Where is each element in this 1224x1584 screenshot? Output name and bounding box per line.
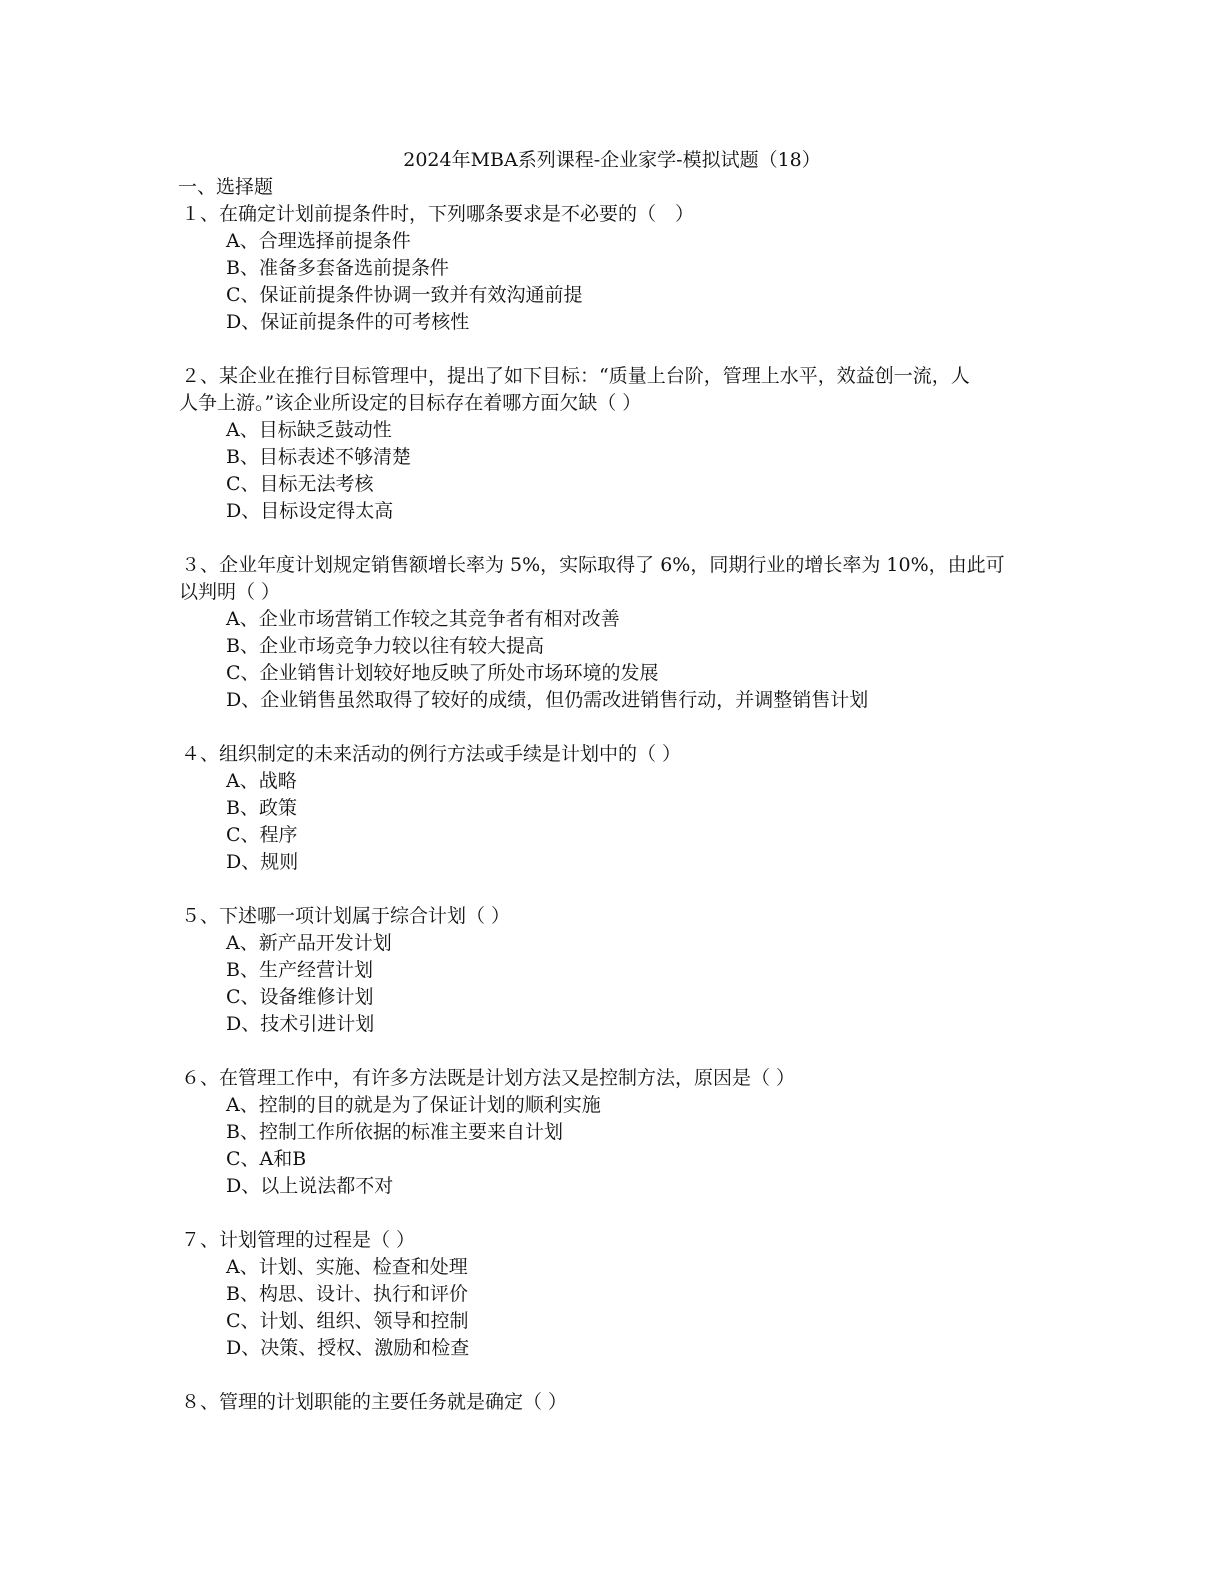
question-7-text: ７、计划管理的过程是（ ） [181, 1229, 416, 1251]
question-2-option-d: D、目标设定得太高 [226, 500, 394, 522]
question-5-option-a: A、新产品开发计划 [226, 932, 392, 954]
question-5-option-d: D、技术引进计划 [226, 1013, 375, 1035]
question-2-option-c: C、目标无法考核 [226, 473, 374, 495]
question-1-text: １、在确定计划前提条件时，下列哪条要求是不必要的（ ） [181, 203, 695, 225]
question-5-option-b: B、生产经营计划 [226, 959, 373, 981]
question-5-option-c: C、设备维修计划 [226, 986, 374, 1008]
question-8-text: ８、管理的计划职能的主要任务就是确定（ ） [181, 1391, 568, 1413]
question-6-option-b: B、控制工作所依据的标准主要来自计划 [226, 1121, 563, 1143]
question-4-option-c: C、程序 [226, 824, 298, 846]
question-2-option-b: B、目标表述不够清楚 [226, 446, 411, 468]
question-3-option-d: D、企业销售虽然取得了较好的成绩，但仍需改进销售行动，并调整销售计划 [226, 689, 869, 711]
question-7-option-d: D、决策、授权、激励和检查 [226, 1337, 470, 1359]
question-2-option-a: A、目标缺乏鼓动性 [226, 419, 392, 441]
question-4-text: ４、组织制定的未来活动的例行方法或手续是计划中的（ ） [181, 743, 682, 765]
question-7-option-c: C、计划、组织、领导和控制 [226, 1310, 469, 1332]
question-6-option-d: D、以上说法都不对 [226, 1175, 394, 1197]
question-7-option-a: A、计划、实施、检查和处理 [226, 1256, 468, 1278]
question-6-option-a: A、控制的目的就是为了保证计划的顺利实施 [226, 1094, 601, 1116]
question-6-text: ６、在管理工作中，有许多方法既是计划方法又是控制方法，原因是（ ） [181, 1067, 796, 1089]
question-3-option-a: A、企业市场营销工作较之其竞争者有相对改善 [226, 608, 620, 630]
question-3-option-c: C、企业销售计划较好地反映了所处市场环境的发展 [226, 662, 659, 684]
question-1-option-a: A、合理选择前提条件 [226, 230, 411, 252]
question-4-option-a: A、战略 [226, 770, 297, 792]
document-title: 2024年MBA系列课程-企业家学-模拟试题（18） [403, 149, 821, 171]
section-heading: 一、选择题 [178, 176, 274, 198]
question-2-text: ２、某企业在推行目标管理中，提出了如下目标：“质量上台阶，管理上水平，效益创一流，人 [181, 365, 970, 387]
question-1-option-b: B、准备多套备选前提条件 [226, 257, 449, 279]
question-1-option-c: C、保证前提条件协调一致并有效沟通前提 [226, 284, 583, 306]
question-4-option-d: D、规则 [226, 851, 299, 873]
question-7-option-b: B、构思、设计、执行和评价 [226, 1283, 468, 1305]
question-1-option-d: D、保证前提条件的可考核性 [226, 311, 470, 333]
question-5-text: ５、下述哪一项计划属于综合计划（ ） [181, 905, 511, 927]
question-2-text-cont: 人争上游。”该企业所设定的目标存在着哪方面欠缺（ ） [179, 392, 642, 414]
question-4-option-b: B、政策 [226, 797, 297, 819]
question-3-text: ３、企业年度计划规定销售额增长率为 5%，实际取得了 6%，同期行业的增长率为 10%，由此可 [181, 554, 1005, 576]
question-3-option-b: B、企业市场竞争力较以往有较大提高 [226, 635, 544, 657]
question-6-option-c: C、A和B [226, 1148, 307, 1170]
question-3-text-cont: 以判明（ ） [179, 581, 281, 603]
